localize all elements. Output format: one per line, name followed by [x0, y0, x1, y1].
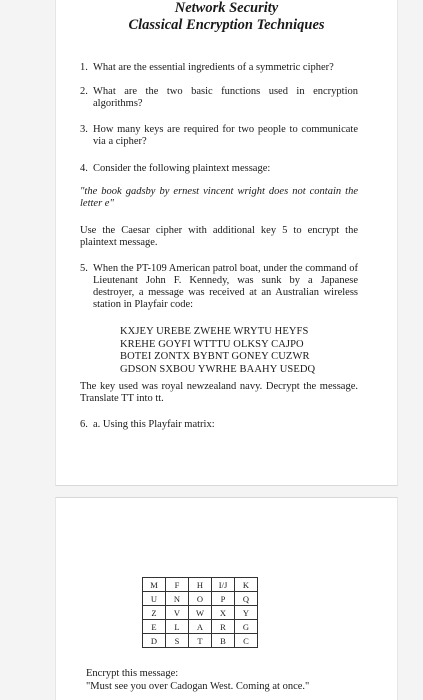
matrix-row: [143, 620, 258, 634]
matrix-cell: Z: [143, 606, 166, 620]
matrix-cell: O: [189, 592, 212, 606]
ciphertext-line: BOTEI ZONTX BYBNT GONEY CUZWR: [120, 351, 310, 362]
question-3: [80, 124, 358, 148]
matrix-row: [143, 592, 258, 606]
question-number: 4.: [80, 163, 88, 174]
matrix-cell: V: [166, 606, 189, 620]
question-text: a. Using this Playfair matrix:: [93, 419, 215, 430]
ciphertext-line: KREHE GOYFI WTTTU OLKSY CAJPO: [120, 338, 304, 350]
matrix-cell: C: [235, 634, 258, 648]
matrix-cell: U: [143, 592, 166, 606]
question-number: 3.: [80, 124, 88, 135]
matrix-cell: Y: [235, 606, 258, 620]
ciphertext-block: [120, 326, 315, 376]
matrix-cell: R: [212, 620, 235, 634]
matrix-cell: B: [212, 634, 235, 648]
playfair-matrix: [142, 577, 258, 648]
matrix-cell: E: [143, 620, 166, 634]
subtitle-line: Classical Encryption Techniques: [128, 17, 325, 33]
matrix-cell: T: [189, 634, 212, 648]
matrix-cell: H: [189, 578, 212, 592]
title-line: Network Security: [174, 0, 279, 16]
question-text: What are the two basic functions used in encryption algorithms?: [93, 86, 358, 109]
question-number: 6.: [80, 419, 88, 430]
encrypt-message: "Must see you over Cadogan West. Coming at once.": [86, 681, 310, 692]
matrix-cell: X: [212, 606, 235, 620]
ciphertext-line: KXJEY UREBE ZWEHE WRYTU HEYFS: [120, 326, 309, 337]
matrix-cell: N: [166, 592, 189, 606]
matrix-cell: P: [212, 592, 235, 606]
matrix-cell: I/J: [212, 578, 235, 592]
question-number: 2.: [80, 86, 88, 97]
question-5: [80, 263, 358, 311]
matrix-cell: Q: [235, 592, 258, 606]
caesar-instruction: Use the Caesar cipher with additional key 5 to encrypt the plaintext message.: [80, 225, 358, 248]
document-title: [56, 0, 397, 34]
matrix-row: [143, 634, 258, 648]
question-text: When the PT-109 American patrol boat, under the command of Lieutenant John F. Kennedy, was sunk by a Japanese destroyer, a message was received at an Australian wireless station in Playfair code:: [93, 263, 358, 310]
matrix-cell: M: [143, 578, 166, 592]
matrix-cell: W: [189, 606, 212, 620]
matrix-row: [143, 606, 258, 620]
matrix-cell: K: [235, 578, 258, 592]
key-instruction: The key used was royal newzealand navy. Decrypt the message. Translate TT into tt.: [80, 381, 358, 404]
question-4: [80, 163, 358, 175]
question-2: [80, 86, 358, 110]
question-1: [80, 62, 358, 74]
question-text: Consider the following plaintext message:: [93, 163, 271, 174]
matrix-cell: L: [166, 620, 189, 634]
ciphertext-line: GDSON SXBOU YWRHE BAAHY USEDQ: [120, 363, 316, 375]
document-page-2: [55, 497, 398, 700]
question-number: 1.: [80, 62, 88, 73]
question-text: How many keys are required for two people to communicate via a cipher?: [93, 124, 358, 147]
document-page-1: [55, 0, 398, 486]
question-number: 5.: [80, 263, 88, 274]
plaintext-quote: "the book gadsby by ernest vincent wright does not contain the letter e": [80, 186, 358, 209]
matrix-row: [143, 578, 258, 592]
encrypt-label: Encrypt this message:: [86, 668, 179, 679]
question-text: What are the essential ingredients of a symmetric cipher?: [93, 62, 334, 73]
matrix-cell: A: [189, 620, 212, 634]
matrix-cell: G: [235, 620, 258, 634]
matrix-cell: D: [143, 634, 166, 648]
question-6: [80, 419, 358, 431]
matrix-cell: F: [166, 578, 189, 592]
matrix-cell: S: [166, 634, 189, 648]
